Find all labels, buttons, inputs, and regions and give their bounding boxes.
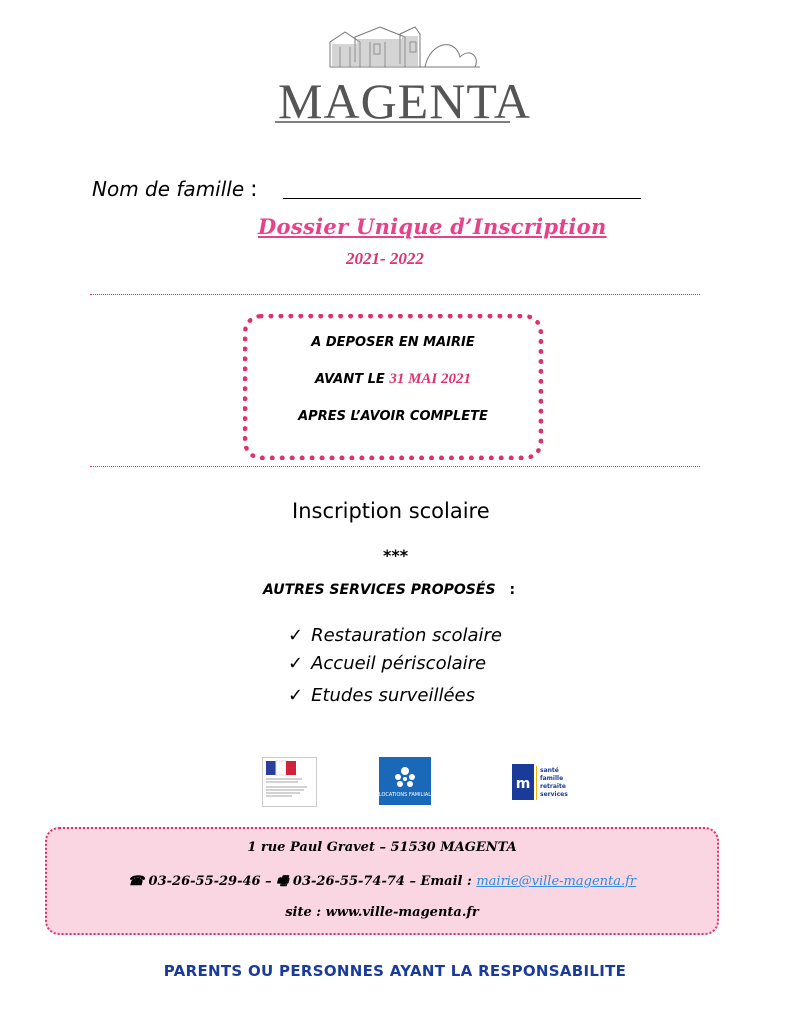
msa-line: services xyxy=(540,791,568,798)
contact-address: 1 rue Paul Gravet – 51530 MAGENTA xyxy=(247,840,517,855)
dotted-divider-bottom xyxy=(90,466,700,467)
family-name-colon: : xyxy=(250,177,258,202)
caf-logo-text: ALLOCATIONS FAMILIALES xyxy=(372,792,438,798)
service-label: Accueil périscolaire xyxy=(311,653,487,674)
checkmark-icon: ✓ xyxy=(288,653,304,674)
caf-logo xyxy=(372,757,438,805)
school-year: 2021- 2022 xyxy=(346,249,424,268)
deposit-line-3: APRES L’AVOIR COMPLETE xyxy=(298,409,488,424)
dotted-divider-top xyxy=(90,294,700,295)
msa-line: famille xyxy=(540,775,564,782)
inscription-title: Inscription scolaire xyxy=(292,499,490,523)
footer-heading: PARENTS OU PERSONNES AYANT LA RESPONSABILITE xyxy=(163,962,627,980)
services-heading-colon: : xyxy=(509,582,516,598)
republique-francaise-logo xyxy=(262,757,317,807)
logo-wordmark xyxy=(278,72,531,130)
separator-stars: *** xyxy=(383,546,409,565)
family-name-label xyxy=(92,177,258,202)
email-link[interactable]: mairie@ville-magenta.fr xyxy=(476,874,637,889)
logo-wordmark-text: MAGENTA xyxy=(278,73,531,129)
service-item xyxy=(288,625,502,646)
services-heading xyxy=(263,582,515,598)
deposit-deadline-date: 31 MAI 2021 xyxy=(389,371,472,387)
service-label: Etudes surveillées xyxy=(311,685,475,706)
msa-line: santé xyxy=(540,767,559,774)
deposit-line-2-prefix: AVANT LE xyxy=(314,372,390,387)
service-label: Restauration scolaire xyxy=(311,625,502,646)
msa-line: retraite xyxy=(540,783,566,790)
family-name-field[interactable] xyxy=(283,198,641,199)
checkmark-icon: ✓ xyxy=(288,685,304,706)
contact-site: site : www.ville-magenta.fr xyxy=(285,905,479,920)
msa-logo xyxy=(512,764,592,802)
svg-text:m: m xyxy=(515,776,531,792)
service-item xyxy=(288,685,475,706)
contact-phones xyxy=(45,872,719,894)
dossier-title: Dossier Unique d’Inscription xyxy=(258,214,607,239)
deposit-line-2 xyxy=(243,371,543,388)
family-name-label-text: Nom de famille xyxy=(92,177,245,201)
deposit-line-1: A DEPOSER EN MAIRIE xyxy=(311,335,475,350)
services-heading-text: AUTRES SERVICES PROPOSÉS xyxy=(263,582,496,598)
service-item xyxy=(288,653,486,674)
checkmark-icon: ✓ xyxy=(288,625,304,646)
contact-phone-text: ☎ 03-26-55-29-46 – 🖷 03-26-55-74-74 – Email : xyxy=(127,874,477,889)
